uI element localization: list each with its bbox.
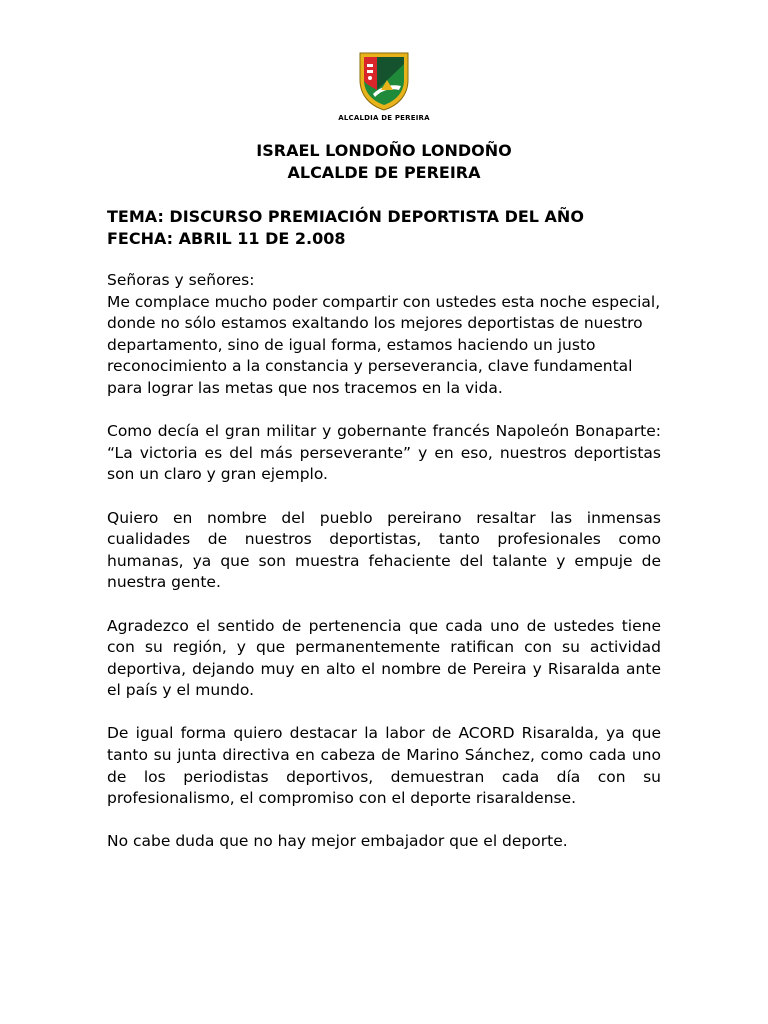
speech-body: [107, 270, 661, 875]
speaker-header: [0, 140, 768, 184]
paragraph-6: No cabe duda que no hay mejor embajador que el deporte.: [107, 832, 568, 851]
logo-caption: ALCALDIA DE PEREIRA: [338, 114, 430, 122]
speech-meta: [107, 206, 667, 250]
speaker-name: ISRAEL LONDOÑO LONDOÑO: [256, 141, 512, 160]
logo: [334, 50, 434, 122]
paragraph-2: Como decía el gran militar y gobernante francés Napoleón Bonaparte: “La victoria es del más perseverante” y en eso, nuestros deportistas son un claro y gran ejemplo.: [107, 422, 661, 484]
speaker-position: ALCALDE DE PEREIRA: [287, 163, 481, 182]
paragraph-4: Agradezco el sentido de pertenencia que cada uno de ustedes tiene con su región, y que permanentemente ratifican con su actividad deportiva, dejando muy en alto el nombre de Pereira y Risaralda ante el país y el mundo.: [107, 616, 661, 700]
speech-date: FECHA: ABRIL 11 DE 2.008: [107, 229, 346, 248]
coat-of-arms-icon: [357, 50, 411, 112]
paragraph-3: Quiero en nombre del pueblo pereirano resaltar las inmensas cualidades de nuestros deportistas, tanto profesionales como humanas, ya que son muestra fehaciente del talante y empuje de nuestra gente.: [107, 508, 661, 592]
paragraph-5: De igual forma quiero destacar la labor de ACORD Risaralda, ya que tanto su junta directiva en cabeza de Marino Sánchez, como cada uno de los periodistas deportivos, demuestran cada día con su profesionalismo, el compromiso con el deporte risaraldense.: [107, 724, 661, 808]
salutation: Señoras y señores:: [107, 271, 255, 289]
paragraph-1: Me complace mucho poder compartir con ustedes esta noche especial, donde no sólo estamos exaltando los mejores deportistas de nuestro departamento, sino de igual forma, estamos haciendo un justo reconocimiento a la constancia y perseverancia, clave fundamental para lograr las metas que nos tracemos en la vida.: [107, 292, 661, 397]
speech-topic: TEMA: DISCURSO PREMIACIÓN DEPORTISTA DEL AÑO: [107, 207, 584, 226]
